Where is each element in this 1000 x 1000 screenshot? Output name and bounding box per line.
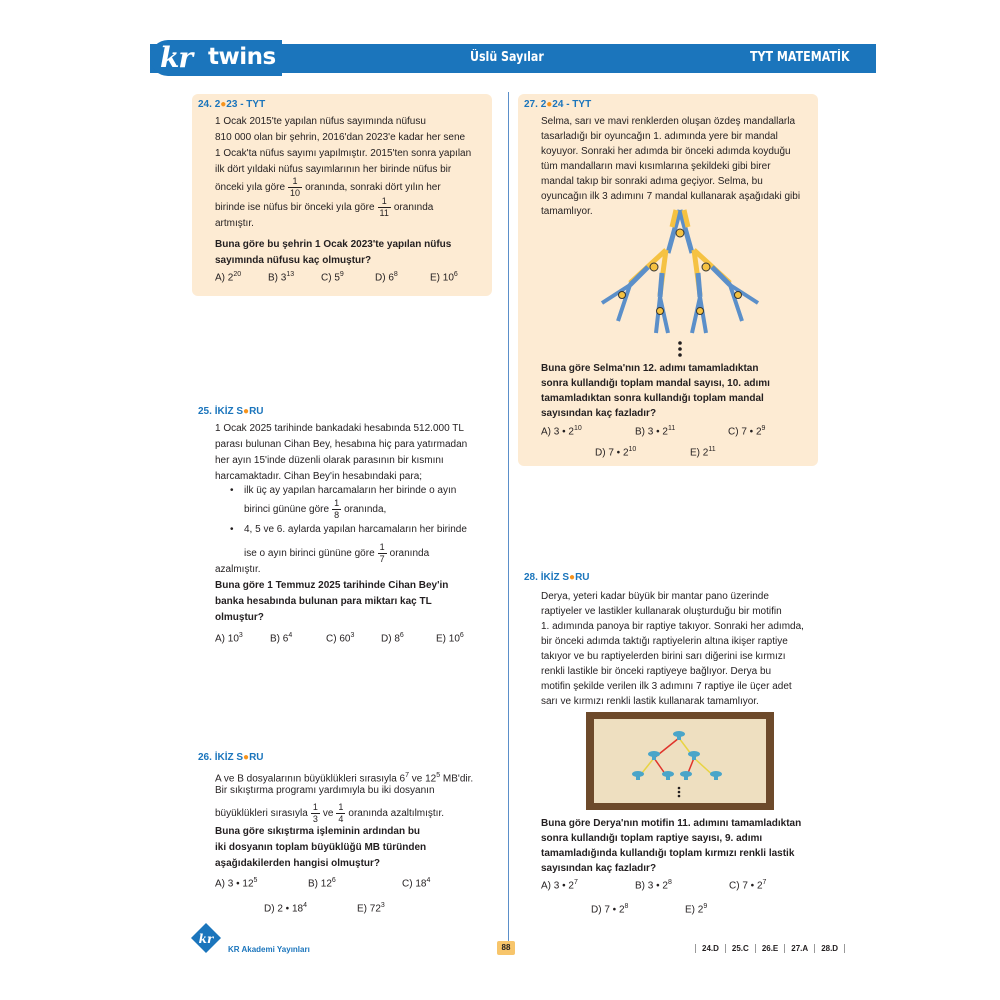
question-28-text: Derya, yeteri kadar büyük bir mantar pano üzerinde raptiyeler ve lastikler kullanarak oluşturduğu bir motifin 1. adımında panoya bir raptiye takıyor. Sonraki her adımda, bir önceki adımda taktığı raptiyelerin altına ikişer raptiye takıyor ve bu raptiyelerden birini sarı diğerini ise kırmızı renkli lastikle bir önceki raptiyeye bağlıyor. Derya bu motifin şekilde verilen ilk 3 adımını 7 raptiye ile üçer adet sarı ve kırmızı renkli lastik kullanarak tamamlıyor.: [541, 591, 804, 707]
question-24-text: 1 Ocak 2015'te yapılan nüfus sayımında nüfusu 810 000 olan bir şehrin, 2016'dan 2023'e kadar her sene 1 Ocak'ta nüfus sayımı yapılmıştır. 2015'ten sonra yapılan ilk dört yıldaki nüfus sayımlarının her birinde nüfus bir: [215, 116, 472, 175]
option-d[interactable]: D) $8^6$: [381, 632, 404, 645]
bullet-2-line-2: ise o ayın birinci gününe göre $\frac{1}{7}$ oranında: [244, 542, 430, 564]
publisher-logo-icon: [190, 922, 222, 954]
question-24-ask: Buna göre bu şehrin 1 Ocak 2023'te yapılan nüfus sayımında nüfusu kaç olmuştur?: [215, 239, 452, 266]
clock-icon: ●: [569, 572, 576, 583]
bullet-1-line-2: birinci gününe göre $\frac{1}{8}$ oranında,: [244, 498, 387, 520]
bullet-1-line-1: ilk üç ay yapılan harcamaların her birinde o ayın: [244, 485, 457, 496]
option-e[interactable]: E) $10^6$: [430, 271, 458, 284]
question-24-number: 24. 2●23 - TYT: [198, 99, 266, 110]
question-24-line-7: artmıştır.: [215, 218, 254, 229]
option-b[interactable]: B) $12^6$: [308, 877, 336, 890]
answer-key-item: 28.D: [814, 944, 845, 953]
option-d[interactable]: D) 7 • $2^{10}$: [595, 446, 637, 459]
question-25-text: 1 Ocak 2025 tarihinde bankadaki hesabında 512.000 TL parası bulunan Cihan Bey, hesabına hiç para yatırmadan her ayın 15'inde düzenli olarak parasının bir kısmını harcamaktadır. Cihan Bey'in hesabındaki para;: [215, 423, 468, 482]
option-b[interactable]: B) 3 • $2^8$: [635, 879, 672, 892]
fraction: $\frac{1}{11}$: [379, 196, 389, 218]
option-a[interactable]: A) $2^{20}$: [215, 271, 242, 284]
question-27-text: Selma, sarı ve mavi renklerden oluşan özdeş mandallarla tasarladığı bir oyuncağın 1. adımında yere bir mandal koyuyor. Sonraki her adımda bir önceki adımda koyduğu tüm mandalların mavi kısımlarına şekildeki gibi birer mandal takıp bir sonraki adıma geçiyor. Selma, bu oyuncağın ilk 3 adımını 7 mandal kullanarak aşağıdaki gibi tamamlıyor.: [541, 116, 801, 217]
clock-icon: ●: [243, 752, 250, 763]
question-26-number: 26. İKİZ S●RU: [198, 752, 264, 763]
fraction: $\frac{1}{7}$: [379, 542, 385, 564]
option-b[interactable]: B) $6^4$: [270, 632, 293, 645]
option-d[interactable]: D) 7 • $2^8$: [591, 903, 629, 916]
option-b[interactable]: B) 3 • $2^{11}$: [635, 425, 676, 438]
clothespin-figure: [598, 205, 763, 360]
option-c[interactable]: C) 7 • $2^7$: [729, 879, 767, 892]
question-26-line-2: Bir sıkıştırma programı yardımıyla bu iki dosyanın: [215, 785, 435, 796]
question-28-ask: Buna göre Derya'nın motifin 11. adımını tamamladıktan sonra kullandığı toplam raptiye sayısı, 9. adımı tamamladığında kullandığı toplam kırmızı renkli lastik sayısından kaç fazladır?: [541, 818, 802, 874]
option-a[interactable]: A) 3 • $12^5$: [215, 877, 258, 890]
option-c[interactable]: C) $18^4$: [402, 877, 431, 890]
question-26-ask: Buna göre sıkıştırma işleminin ardından bu iki dosyanın toplam büyüklüğü MB türünden aşağıdakilerden hangisi olmuştur?: [215, 826, 427, 869]
answer-key-item: 26.E: [755, 944, 784, 953]
publisher-name: KR Akademi Yayınları: [228, 945, 310, 954]
clothespin-step-1: [668, 210, 692, 253]
answer-key-item: 24.D: [695, 944, 725, 953]
clock-icon: ●: [243, 406, 250, 417]
clothespin-step-2-left: [630, 250, 666, 297]
clothespin-step-3: [602, 285, 758, 333]
clock-icon: ●: [546, 99, 553, 110]
option-a[interactable]: A) 3 • $2^7$: [541, 879, 578, 892]
option-a[interactable]: A) 3 • $2^{10}$: [541, 425, 582, 438]
option-e[interactable]: E) $10^6$: [436, 632, 464, 645]
question-24-line-6: birinde ise nüfus bir önceki yıla göre $\frac{1}{11}$ oranında: [215, 196, 434, 218]
column-divider: [508, 92, 509, 942]
logo-twins: twins: [208, 44, 276, 70]
question-27-number: 27. 2●24 - TYT: [524, 99, 592, 110]
continuation-dots-icon: [678, 341, 682, 357]
logo-kr: kr: [160, 41, 193, 74]
continuation-dots-icon: [678, 787, 681, 798]
question-25-line-5: azalmıştır.: [215, 564, 261, 575]
question-25-number: 25. İKİZ S●RU: [198, 406, 264, 417]
fraction: $\frac{1}{10}$: [290, 176, 301, 198]
option-b[interactable]: B) $3^{13}$: [268, 271, 295, 284]
option-d[interactable]: D) $6^8$: [375, 271, 398, 284]
option-d[interactable]: D) 2 • $18^4$: [264, 902, 307, 915]
option-e[interactable]: E) $2^9$: [685, 903, 708, 916]
question-28-number: 28. İKİZ S●RU: [524, 572, 590, 583]
option-e[interactable]: E) $72^3$: [357, 902, 385, 915]
question-25-ask: Buna göre 1 Temmuz 2025 tarihinde Cihan Bey'in banka hesabında bulunan para miktarı kaç TL olmuştur?: [215, 580, 449, 623]
option-e[interactable]: E) $2^{11}$: [690, 446, 716, 459]
subject-title: TYT MATEMATİK: [750, 50, 850, 65]
bullet-2-line-1: 4, 5 ve 6. aylarda yapılan harcamaların her birinde: [244, 524, 467, 535]
clothespin-step-2-right: [694, 250, 730, 297]
corkboard-figure: [586, 712, 774, 810]
option-c[interactable]: C) 7 • $2^9$: [728, 425, 766, 438]
svg-text:kr: kr: [198, 932, 214, 946]
fraction: $\frac{1}{4}$: [338, 802, 344, 824]
answer-key-item: 27.A: [784, 944, 814, 953]
question-26-line-3: büyüklükleri sırasıyla $\frac{1}{3}$ ve $\frac{1}{4}$ oranında azaltılmıştır.: [215, 802, 445, 824]
option-c[interactable]: C) $5^9$: [321, 271, 344, 284]
page-number: 88: [497, 941, 515, 955]
answer-key-item: 25.C: [725, 944, 755, 953]
bullet-icon: •: [230, 524, 234, 535]
fraction: $\frac{1}{3}$: [312, 802, 318, 824]
fraction: $\frac{1}{8}$: [334, 498, 340, 520]
question-26-line-1: A ve B dosyalarının büyüklükleri sırasıyla $6^7$ ve $12^5$ MB'dir.: [215, 772, 474, 785]
option-a[interactable]: A) $10^3$: [215, 632, 243, 645]
option-c[interactable]: C) $60^3$: [326, 632, 355, 645]
bullet-icon: •: [230, 485, 234, 496]
answer-key: [695, 944, 845, 953]
question-24-line-5: önceki yıla göre $\frac{1}{10}$ oranında, sonraki dört yılın her: [215, 176, 441, 198]
clock-icon: ●: [220, 99, 227, 110]
question-27-ask: Buna göre Selma'nın 12. adımı tamamladıktan sonra kullandığı toplam mandal sayısı, 10. adımı tamamladıktan sonra kullandığı toplam mandal sayısından kaç fazladır?: [541, 363, 770, 419]
page-title: Üslü Sayılar: [470, 50, 544, 65]
